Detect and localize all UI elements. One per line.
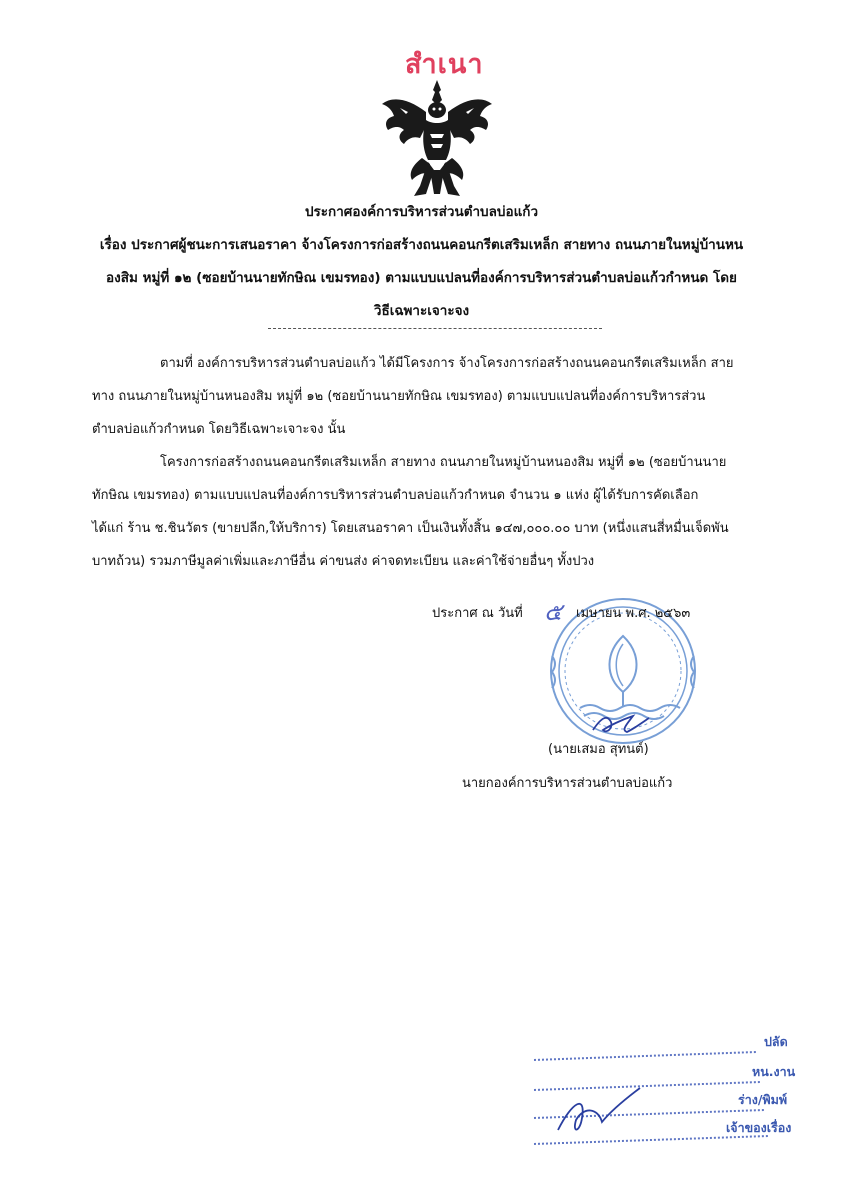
paragraph-2-line-1: โครงการก่อสร้างถนนคอนกรีตเสริมเหล็ก สายทาง ถนนภายในหมู่บ้านหนองสิม หมู่ที่ ๑๒ (ซอยบ้านนาย <box>160 455 727 470</box>
garuda-emblem-icon <box>378 78 496 198</box>
announcement-date-prefix: ประกาศ ณ วันที่ <box>432 606 523 621</box>
paragraph-1-line-1: ตามที่ องค์การบริหารส่วนตำบลบ่อแก้ว ได้มีโครงการ จ้างโครงการก่อสร้างถนนคอนกรีตเสริมเหล็ก สาย <box>160 356 734 371</box>
announcement-day-handwritten: ๕ <box>544 598 563 626</box>
document-title: ประกาศองค์การบริหารส่วนตำบลบ่อแก้ว <box>304 204 539 220</box>
announcement-date-rest: เมษายน พ.ศ. ๒๕๖๓ <box>576 606 691 621</box>
initials-label-drafter: ร่าง/พิมพ์ <box>738 1092 788 1107</box>
subject-line-3: วิธีเฉพาะเจาะจง <box>373 303 470 319</box>
initials-stamp <box>528 1022 818 1162</box>
paragraph-1-line-2: ทาง ถนนภายในหมู่บ้านหนองสิม หมู่ที่ ๑๒ (ซอยบ้านนายทักษิณ เขมรทอง) ตามแบบแปลนที่องค์การบริหารส่วน <box>92 389 706 404</box>
subject-line-1: เรื่อง ประกาศผู้ชนะการเสนอราคา จ้างโครงการก่อสร้างถนนคอนกรีตเสริมเหล็ก สายทาง ถนนภายในหมู่บ้านหน <box>99 237 744 253</box>
subject-line-2: องสิม หมู่ที่ ๑๒ (ซอยบ้านนายทักษิณ เขมรทอง) ตามแบบแปลนที่องค์การบริหารส่วนตำบลบ่อแก้วกำหนด โดย <box>106 270 737 286</box>
signature-icon <box>587 708 653 738</box>
divider <box>268 328 602 329</box>
copy-stamp: สำเนา <box>405 49 484 80</box>
signatory-name: (นายเสมอ สุทนต์) <box>548 742 649 757</box>
initials-label-officer: เจ้าของเรื่อง <box>726 1120 792 1135</box>
initials-label-permanent-secretary: ปลัด <box>764 1034 788 1049</box>
paragraph-1-line-3: ตำบลบ่อแก้วกำหนด โดยวิธีเฉพาะเจาะจง นั้น <box>92 422 346 437</box>
paragraph-2-line-2: ทักษิณ เขมรทอง) ตามแบบแปลนที่องค์การบริหารส่วนตำบลบ่อแก้วกำหนด จำนวน ๑ แห่ง ผู้ได้รับการคัดเลือก <box>92 488 699 503</box>
paragraph-2-line-3: ได้แก่ ร้าน ช.ชินวัตร (ขายปลีก,ให้บริการ) โดยเสนอราคา เป็นเงินทั้งสิ้น ๑๔๗,๐๐๐.๐๐ บาท (หนึ่งแสนสี่หมื่นเจ็ดพัน <box>92 521 729 536</box>
signatory-position: นายกองค์การบริหารส่วนตำบลบ่อแก้ว <box>462 776 673 791</box>
initials-label-section-head: หน.งาน <box>752 1064 796 1079</box>
paragraph-2-line-4: บาทถ้วน) รวมภาษีมูลค่าเพิ่มและภาษีอื่น ค่าขนส่ง ค่าจดทะเบียน และค่าใช้จ่ายอื่นๆ ทั้งปวง <box>92 554 595 569</box>
